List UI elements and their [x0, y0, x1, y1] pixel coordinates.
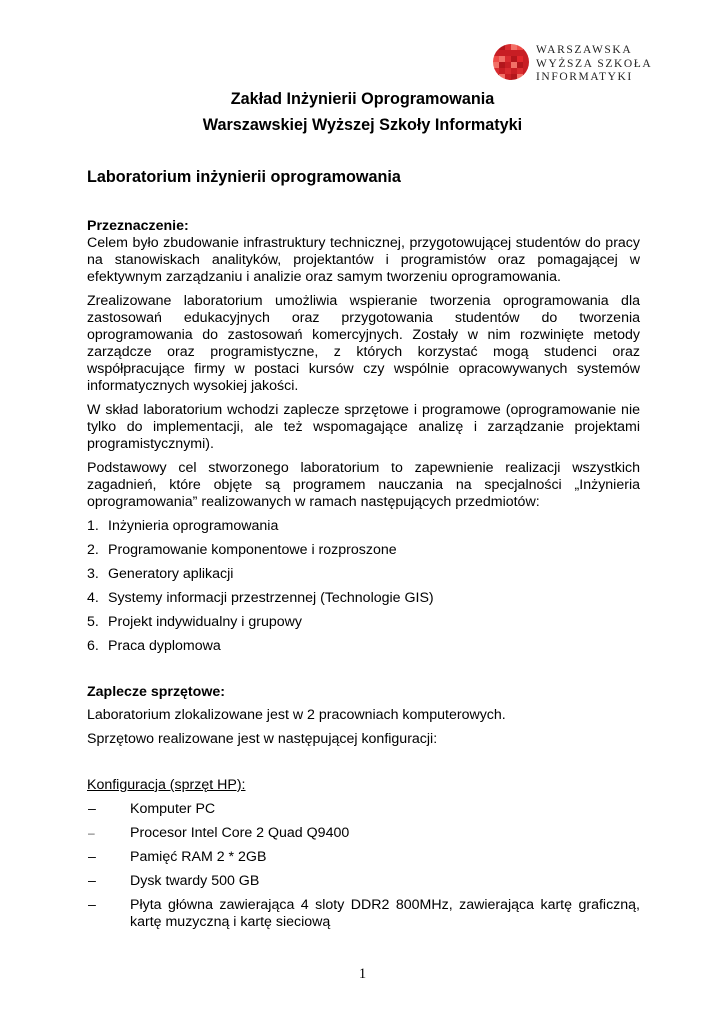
dash-bullet: –: [88, 801, 96, 817]
logo-tile: [505, 44, 511, 50]
list-text: Inżynieria oprogramowania: [108, 518, 279, 534]
list-item: [87, 638, 640, 662]
logo-tile: [517, 56, 523, 62]
logo-tile: [505, 68, 511, 74]
paragraph: Podstawowy cel stworzonego laboratorium to zapewnienie realizacji wszystkich zagadnień, które objęte są programem nauczania na specjalności „Inżynieria oprogramowania” realizowanych w ramach następujących przedmiotów:: [87, 460, 640, 510]
university-logo: [493, 44, 653, 84]
paragraph: Celem było zbudowanie infrastruktury technicznej, przygotowującej studentów do pracy na stanowiskach analityków, projektantów i programistów oraz pomagającej w efektywnym zarządzaniu i analizie oraz samym tworzeniu oprogramowania.: [87, 235, 640, 285]
university-title: Warszawskiej Wyższej Szkoły Informatyki: [202, 116, 523, 134]
logo-tile: [511, 68, 517, 74]
dash-bullet: –: [88, 897, 96, 913]
logo-tile: [511, 50, 517, 56]
paragraph: Zrealizowane laboratorium umożliwia wspieranie tworzenia oprogramowania dla zastosowań edukacyjnych oraz przygotowania studentów do tworzenia oprogramowania do zastosowań komercyjnych. Zostały w nim rozwinięte metody zarządcze oraz programistyczne, z których korzystać mogą studenci oraz współpracujące firmy w postaci kursów czy wspólnie opracowywanych systemów informatycznych wysokiej jakości.: [87, 293, 640, 394]
list-item: [87, 566, 640, 590]
list-text: Projekt indywidualny i grupowy: [108, 614, 302, 630]
list-number: 6.: [87, 638, 99, 654]
dash-bullet: –: [88, 873, 96, 889]
logo-tile: [523, 62, 529, 68]
list-text: Programowanie komponentowe i rozproszone: [108, 542, 397, 558]
logo-tile: [511, 44, 517, 50]
list-text: Płyta główna zawierająca 4 sloty DDR2 800MHz, zawierająca kartę graficzną, kartę muzyczną i kartę sieciową: [130, 897, 640, 930]
logo-tile: [517, 74, 523, 80]
dash-bullet: –: [88, 849, 96, 865]
logo-tile: [511, 74, 517, 80]
logo-line: WARSZAWSKA: [536, 44, 633, 56]
logo-tile: [493, 74, 499, 80]
list-number: 3.: [87, 566, 99, 582]
list-item: [87, 897, 640, 931]
section-heading-hardware: Zaplecze sprzętowe:: [87, 684, 225, 700]
logo-line: WYŻSZA SZKOŁA: [536, 57, 653, 70]
list-text: Komputer PC: [130, 801, 216, 817]
logo-tile: [517, 68, 523, 74]
document-body: [87, 218, 640, 938]
department-title: Zakład Inżynierii Oprogramowania: [230, 90, 495, 108]
paragraph: Laboratorium zlokalizowane jest w 2 pracowniach komputerowych.: [87, 707, 506, 723]
logo-tile: [505, 56, 511, 62]
list-item: [87, 518, 640, 542]
logo-tile: [523, 68, 529, 74]
logo-tile: [493, 50, 499, 56]
list-item: [87, 614, 640, 638]
list-item: [87, 825, 640, 842]
logo-tile: [499, 50, 505, 56]
logo-tile: [493, 44, 499, 50]
paragraph: W skład laboratorium wchodzi zaplecze sprzętowe i programowe (oprogramowanie nie tylko do implementacji, ale też wspomagające analizę i zarządzanie projektami programistycznymi).: [87, 402, 640, 452]
logo-tile: [493, 56, 499, 62]
logo-line: INFORMATYKI: [536, 71, 633, 83]
subjects-list: [87, 518, 640, 662]
paragraph: Sprzętowo realizowane jest w następującej konfiguracji:: [87, 731, 438, 747]
logo-tile: [523, 56, 529, 62]
logo-tile: [499, 56, 505, 62]
list-text: Generatory aplikacji: [108, 566, 234, 582]
logo-tile: [499, 68, 505, 74]
logo-tile: [523, 50, 529, 56]
logo-tile: [505, 74, 511, 80]
logo-tile: [505, 62, 511, 68]
logo-tile: [493, 68, 499, 74]
logo-tile: [499, 44, 505, 50]
list-number: 5.: [87, 614, 99, 630]
config-list: [87, 801, 640, 931]
logo-wordmark: [536, 44, 652, 85]
logo-tile: [517, 50, 523, 56]
logo-tile: [517, 62, 523, 68]
list-item: [87, 542, 640, 566]
list-text: Praca dyplomowa: [108, 638, 221, 654]
list-text: Systemy informacji przestrzennej (Technologie GIS): [108, 590, 434, 606]
logo-tile: [517, 44, 523, 50]
section-heading-purpose: Przeznaczenie:: [87, 218, 189, 234]
list-text: Dysk twardy 500 GB: [130, 873, 260, 889]
lab-title: Laboratorium inżynierii oprogramowania: [87, 168, 401, 186]
logo-tile: [523, 44, 529, 50]
dash-bullet: –: [88, 826, 95, 840]
list-text: Pamięć RAM 2 * 2GB: [130, 849, 267, 865]
list-item: [87, 873, 640, 890]
list-item: [87, 590, 640, 614]
list-number: 2.: [87, 542, 99, 558]
logo-tile: [511, 56, 517, 62]
list-text: Procesor Intel Core 2 Quad Q9400: [130, 825, 350, 841]
logo-tile: [493, 62, 499, 68]
list-number: 4.: [87, 590, 99, 606]
logo-tile: [523, 74, 529, 80]
logo-tile: [499, 62, 505, 68]
page-number: 1: [358, 966, 367, 982]
list-item: [87, 801, 640, 818]
logo-mark-icon: [493, 44, 529, 80]
list-number: 1.: [87, 518, 99, 534]
list-item: [87, 849, 640, 866]
logo-tile: [499, 74, 505, 80]
logo-tile: [511, 62, 517, 68]
logo-tile: [505, 50, 511, 56]
config-heading: Konfiguracja (sprzęt HP):: [87, 777, 246, 793]
